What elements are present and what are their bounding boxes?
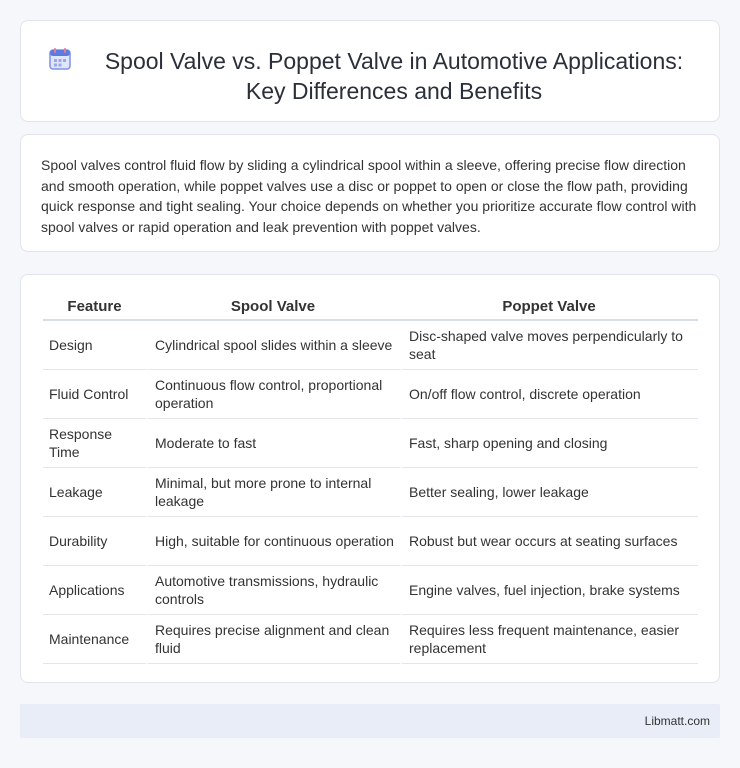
table-row: [43, 517, 698, 566]
spool-cell: High, suitable for continuous operation: [146, 517, 400, 566]
feature-cell: Fluid Control: [43, 370, 146, 419]
table-row: [43, 419, 698, 468]
poppet-cell: Engine valves, fuel injection, brake systems: [400, 566, 698, 615]
table-row: [43, 468, 698, 517]
table-header-row: [43, 293, 698, 321]
title-card: [20, 20, 720, 122]
feature-cell: Applications: [43, 566, 146, 615]
footer-brand-link[interactable]: Libmatt.com: [644, 714, 710, 728]
page-title: Spool Valve vs. Poppet Valve in Automotive Applications: Key Differences and Benefits: [104, 48, 684, 104]
poppet-cell: Requires less frequent maintenance, easier replacement: [400, 615, 698, 664]
column-header-spool-valve: Spool Valve: [146, 293, 400, 321]
poppet-cell: Better sealing, lower leakage: [400, 468, 698, 517]
spool-cell: Continuous flow control, proportional operation: [146, 370, 400, 419]
column-header-poppet-valve: Poppet Valve: [400, 293, 698, 321]
comparison-table: [43, 293, 698, 664]
footer-bar: [20, 704, 720, 738]
summary-card: [20, 134, 720, 252]
table-row: [43, 566, 698, 615]
feature-cell: Maintenance: [43, 615, 146, 664]
spool-cell: Requires precise alignment and clean fluid: [146, 615, 400, 664]
feature-cell: Durability: [43, 517, 146, 566]
feature-cell: Design: [43, 321, 146, 370]
table-row: [43, 370, 698, 419]
poppet-cell: Robust but wear occurs at seating surfaces: [400, 517, 698, 566]
poppet-cell: Fast, sharp opening and closing: [400, 419, 698, 468]
feature-cell: Response Time: [43, 419, 146, 468]
table-row: [43, 321, 698, 370]
table-row: [43, 615, 698, 664]
comparison-table-card: [20, 274, 720, 683]
spool-cell: Minimal, but more prone to internal leakage: [146, 468, 400, 517]
poppet-cell: Disc-shaped valve moves perpendicularly to seat: [400, 321, 698, 370]
spool-cell: Automotive transmissions, hydraulic controls: [146, 566, 400, 615]
column-header-feature: Feature: [43, 293, 146, 321]
spool-cell: Moderate to fast: [146, 419, 400, 468]
calendar-icon: [48, 47, 72, 71]
spool-cell: Cylindrical spool slides within a sleeve: [146, 321, 400, 370]
poppet-cell: On/off flow control, discrete operation: [400, 370, 698, 419]
feature-cell: Leakage: [43, 468, 146, 517]
summary-paragraph: Spool valves control fluid flow by sliding a cylindrical spool within a sleeve, offering precise flow direction and smooth operation, while poppet valves use a disc or poppet to open or close the flow path, providing quick response and tight sealing. Your choice depends on whether you prioritize accurate flow control with spool valves or rapid operation and leak prevention with poppet valves.: [41, 157, 697, 235]
